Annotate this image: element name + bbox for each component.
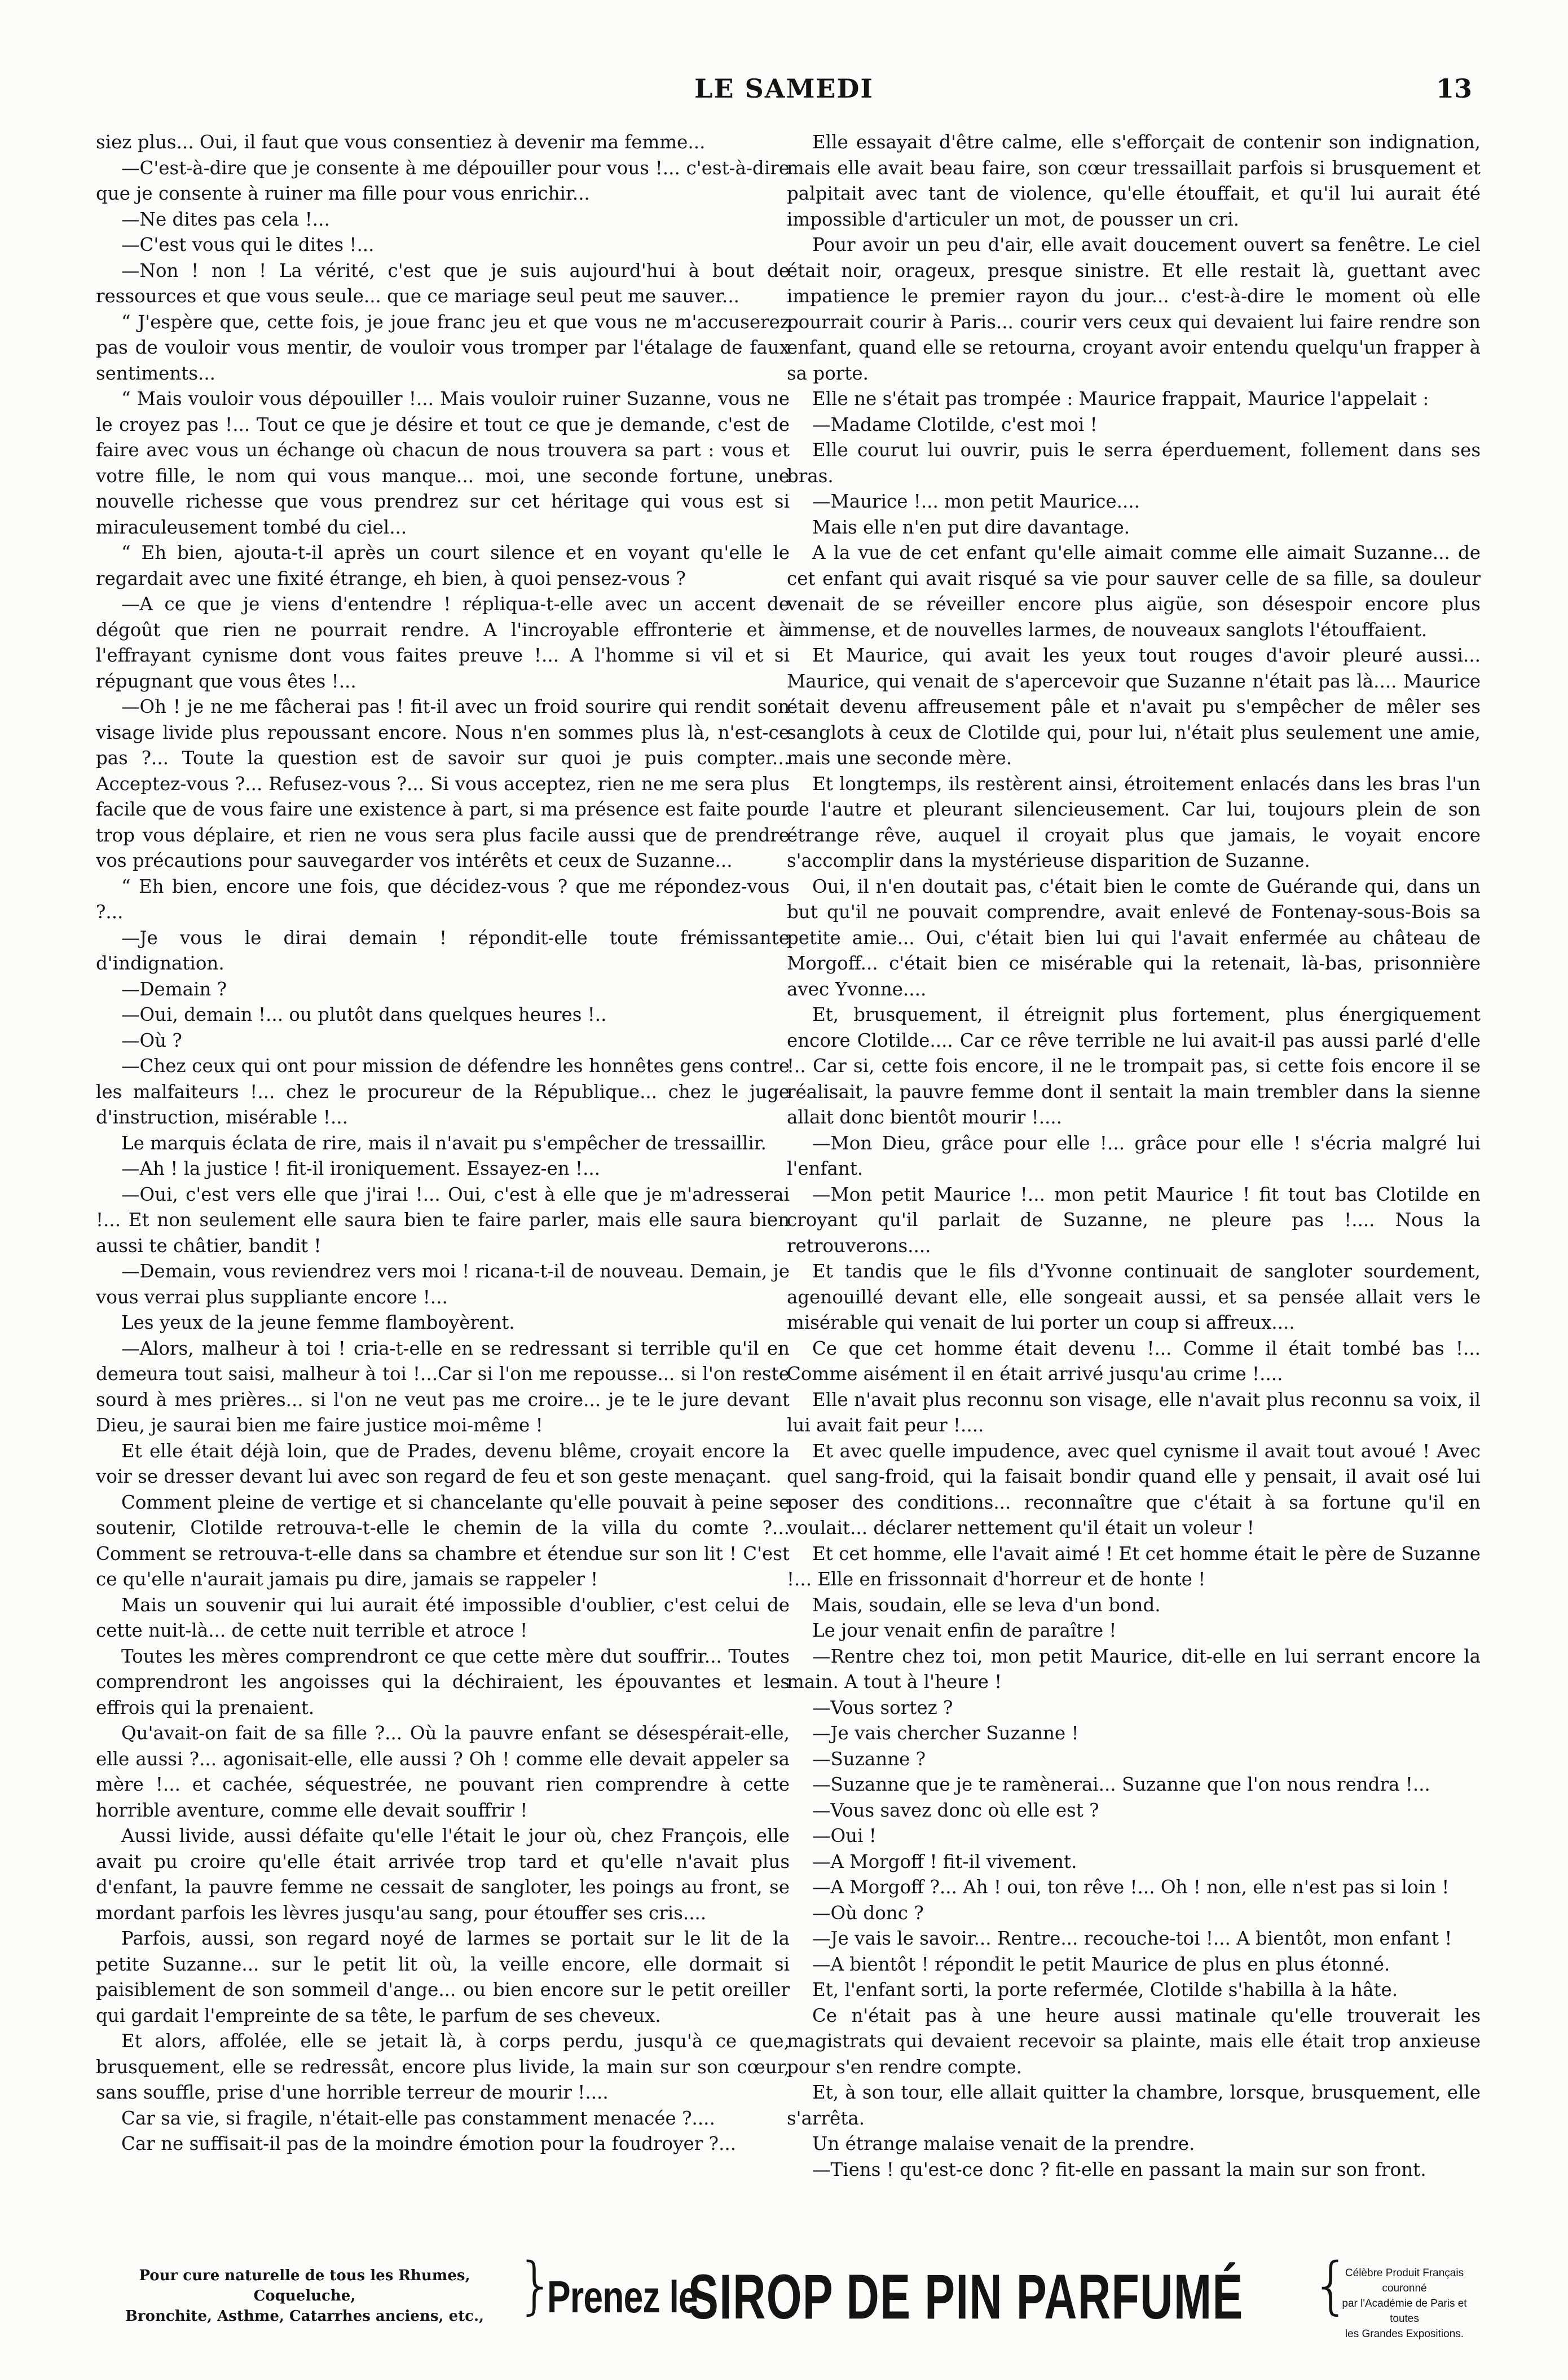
paragraph: —Où donc ? [812, 1902, 924, 1924]
paragraph: —Je vais le savoir... Rentre... recouche-toi !... A bientôt, mon enfant ! [812, 1928, 1452, 1949]
paragraph: —A bientôt ! répondit le petit Maurice de plus en plus étonné. [812, 1953, 1390, 1975]
paragraph: —Je vous le dirai demain ! répondit-elle toute frémissante d'indignation. [96, 927, 790, 974]
newspaper-title: LE SAMEDI [694, 73, 874, 104]
paragraph: Car sa vie, si fragile, n'était-elle pas constamment menacée ?.... [121, 2107, 715, 2129]
paragraph: Mais elle n'en put dire davantage. [812, 516, 1130, 538]
ad-left-description [96, 2266, 513, 2326]
paragraph: —C'est vous qui le dites !... [121, 234, 375, 255]
paragraph: Et avec quelle impudence, avec quel cynisme il avait tout avoué ! Avec quel sang-froid, qui la faisait bondir quand elle y pensait, il avait osé lui poser des conditions... reconnaître que c'était à sa fortune qu'il en voulait... déclarer nettement qu'il était un voleur ! [787, 1440, 1481, 1539]
paragraph: —Chez ceux qui ont pour mission de défendre les honnêtes gens contre les malfaiteurs !... chez le procureur de la République... chez le juge d'instruction, misérable !... [96, 1055, 790, 1128]
paragraph: Comment pleine de vertige et si chancelante qu'elle pouvait à peine se soutenir, Clotilde retrouva-t-elle le chemin de la villa du comte ?... Comment se retrouva-t-elle dans sa chambre et étendue sur son lit ! C'est ce qu'elle n'aurait jamais pu dire, jamais se rappeler ! [96, 1491, 790, 1590]
paragraph: Et tandis que le fils d'Yvonne continuait de sangloter sourdement, agenouillé devant elle, elle songeait aussi, et sa pensée allait vers le misérable qui venait de lui porter un coup si affreux.... [787, 1260, 1481, 1333]
paragraph: —Non ! non ! La vérité, c'est que je suis aujourd'hui à bout de ressources et que vous seule... que ce mariage seul peut me sauver... [96, 259, 790, 307]
paragraph: —Suzanne que je te ramènerai... Suzanne que l'on nous rendra !... [812, 1774, 1430, 1795]
paragraph: Et elle était déjà loin, que de Prades, devenu blême, croyait encore la voir se dresser devant lui avec son regard de feu et son geste menaçant. [96, 1440, 790, 1487]
paragraph: Et cet homme, elle l'avait aimé ! Et cet homme était le père de Suzanne !... Elle en frissonnait d'horreur et de honte ! [787, 1542, 1481, 1590]
paragraph: Oui, il n'en doutait pas, c'était bien le comte de Guérande qui, dans un but qu'il ne pouvait comprendre, avait enlevé de Fontenay-sous-Bois sa petite amie... Oui, c'était bien lui qui l'avait enfermée au château de Morgoff... c'était bien ce misérable qui la retenait, là-bas, prisonnière avec Yvonne.... [787, 875, 1481, 1000]
paragraph: “ Mais vouloir vous dépouiller !... Mais vouloir ruiner Suzanne, vous ne le croyez pas !... Tout ce que je désire et tout ce que je demande, c'est de faire avec vous un échange où chacun de nous trouvera sa part : vous et votre fille, le nom qui vous manque... moi, une seconde fortune, une nouvelle richesse que vous prendrez sur cet héritage qui vous est si miraculeusement tombé du ciel... [96, 388, 790, 538]
paragraph: —Je vais chercher Suzanne ! [812, 1722, 1079, 1744]
paragraph: Et, à son tour, elle allait quitter la chambre, lorsque, brusquement, elle s'arrêta. [787, 2082, 1481, 2129]
paragraph: Aussi livide, aussi défaite qu'elle l'était le jour où, chez François, elle avait pu croire qu'elle était arrivée trop tard et qu'elle n'avait plus d'enfant, la pauvre femme ne cessait de sangloter, les poings au front, se mordant parfois les lèvres jusqu'au sang, pour étouffer ses cris.... [96, 1825, 790, 1924]
paragraph: —Mon Dieu, grâce pour elle !... grâce pour elle ! s'écria malgré lui l'enfant. [787, 1132, 1481, 1179]
ad-brace-right: { [1311, 2249, 1351, 2321]
paragraph: Mais un souvenir qui lui aurait été impossible d'oublier, c'est celui de cette nuit-là... de cette nuit terrible et atroce ! [96, 1594, 790, 1641]
paragraph: —A Morgoff ! fit-il vivement. [812, 1850, 1077, 1872]
ad-right-line: les Grandes Expositions. [1345, 2328, 1464, 2340]
paragraph: Pour avoir un peu d'air, elle avait doucement ouvert sa fenêtre. Le ciel était noir, orageux, presque sinistre. Et elle restait là, guettant avec impatience le premier rayon du jour... c'est-à-dire le moment où elle pourrait courir à Paris... courir vers ceux qui devaient lui faire rendre son enfant, quand elle se retourna, croyant avoir entendu quelqu'un frapper à sa porte. [787, 234, 1481, 384]
page-header [96, 73, 1472, 113]
ad-left-line: Bronchite, Asthme, Catarrhes anciens, etc., [125, 2308, 485, 2325]
paragraph: Ce que cet homme était devenu !... Comme il était tombé bas !... Comme aisément il en était arrivé jusqu'au crime !.... [787, 1337, 1481, 1385]
paragraph: Elle ne s'était pas trompée : Maurice frappait, Maurice l'appelait : [812, 388, 1429, 409]
ad-left-line: Pour cure naturelle de tous les Rhumes, Coqueluche, [139, 2267, 470, 2304]
paragraph: Et Maurice, qui avait les yeux tout rouges d'avoir pleuré aussi... Maurice, qui venait de s'apercevoir que Suzanne n'était pas là.... Maurice était devenu affreusement pâle et n'avait pu s'empêcher de mêler ses sanglots à ceux de Clotilde qui, pour lui, n'était plus seulement une amie, mais une seconde mère. [787, 645, 1481, 769]
paragraph: Elle n'avait plus reconnu son visage, elle n'avait plus reconnu sa voix, il lui avait fait peur !.... [787, 1389, 1481, 1436]
paragraph: “ Eh bien, ajouta-t-il après un court silence et en voyant qu'elle le regardait avec une fixité étrange, eh bien, à quoi pensez-vous ? [96, 542, 790, 589]
paragraph: Et, l'enfant sorti, la porte refermée, Clotilde s'habilla à la hâte. [812, 1979, 1398, 2000]
paragraph: Et longtemps, ils restèrent ainsi, étroitement enlacés dans les bras l'un de l'autre et pleurant silencieusement. Car lui, toujours plein de son étrange rêve, auquel il croyait plus que jamais, le voyait encore s'accomplir dans la mystérieuse disparition de Suzanne. [787, 773, 1481, 871]
paragraph: Le marquis éclata de rire, mais il n'avait pu s'empêcher de tressaillir. [121, 1132, 767, 1154]
paragraph: Parfois, aussi, son regard noyé de larmes se portait sur le lit de la petite Suzanne... sur le petit lit où, la veille encore, elle dormait si paisiblement de son sommeil d'ange... ou bien encore sur le petit oreiller qui gardait l'empreinte de sa tête, le parfum de ses cheveux. [96, 1928, 790, 2026]
right-text-column [787, 130, 1481, 2242]
ad-right-line: par l'Académie de Paris et toutes [1342, 2298, 1467, 2325]
paragraph: —Où ? [121, 1029, 182, 1051]
paragraph: Un étrange malaise venait de la prendre. [812, 2133, 1195, 2154]
paragraph: —Tiens ! qu'est-ce donc ? fit-elle en passant la main sur son front. [812, 2158, 1426, 2180]
paragraph: —Vous sortez ? [812, 1696, 953, 1718]
paragraph: —Oui ! [812, 1825, 877, 1846]
paragraph: A la vue de cet enfant qu'elle aimait comme elle aimait Suzanne... de cet enfant qui avait risqué sa vie pour sauver celle de sa fille, sa douleur venait de se réveiller encore plus aigüe, son désespoir encore plus immense, et de nouvelles larmes, de nouveaux sanglots l'étouffaient. [787, 542, 1481, 641]
ad-prenez-text: Prenez le [547, 2272, 698, 2322]
paragraph: —A Morgoff ?... Ah ! oui, ton rêve !... Oh ! non, elle n'est pas si loin ! [812, 1876, 1450, 1898]
advertisement-banner [96, 2249, 1472, 2340]
paragraph: —Demain ? [121, 978, 227, 1000]
paragraph: —Vous savez donc où elle est ? [812, 1799, 1099, 1821]
paragraph: Mais, soudain, elle se leva d'un bond. [812, 1594, 1161, 1616]
left-text-column [96, 130, 790, 2242]
paragraph: Les yeux de la jeune femme flamboyèrent. [121, 1312, 515, 1333]
ad-brace-left: } [516, 2249, 556, 2321]
paragraph: Et, brusquement, il étreignit plus fortement, plus énergiquement encore Clotilde.... Car ce rêve terrible ne lui avait-il pas aussi parlé d'elle !.. Car si, cette fois encore, il ne le trompait pas, si cette fois encore il se réalisait, la pauvre femme dont il sentait la main trembler dans la sienne allait donc bientôt mourir !.... [787, 1004, 1481, 1128]
paragraph: —Ah ! la justice ! fit-il ironiquement. Essayez-en !... [121, 1158, 601, 1179]
paragraph: siez plus... Oui, il faut que vous consentiez à devenir ma femme... [96, 131, 706, 153]
paragraph: “ J'espère que, cette fois, je joue franc jeu et que vous ne m'accuserez pas de vouloir vous mentir, de vouloir vous tromper par l'étalage de faux sentiments... [96, 311, 790, 384]
paragraph: Ce n'était pas à une heure aussi matinale qu'elle trouverait les magistrats qui devaient recevoir sa plainte, mais elle était trop anxieuse pour s'en rendre compte. [787, 2004, 1481, 2078]
paragraph: Elle courut lui ouvrir, puis le serra éperduement, follement dans ses bras. [787, 439, 1481, 487]
paragraph: —Oui, demain !... ou plutôt dans quelques heures !.. [121, 1004, 607, 1025]
paragraph: —Ne dites pas cela !... [121, 208, 330, 230]
paragraph: —Demain, vous reviendrez vers moi ! ricana-t-il de nouveau. Demain, je vous verrai plus suppliante encore !... [96, 1260, 790, 1308]
paragraph: —C'est-à-dire que je consente à me dépouiller pour vous !... c'est-à-dire que je consente à ruiner ma fille pour vous enrichir... [96, 157, 790, 204]
paragraph: “ Eh bien, encore une fois, que décidez-vous ? que me répondez-vous ?... [96, 875, 790, 923]
paragraph: Et alors, affolée, elle se jetait là, à corps perdu, jusqu'à ce que, brusquement, elle se redressât, encore plus livide, la main sur son cœur, sans souffle, prise d'une horrible terreur de mourir !.... [96, 2030, 790, 2103]
page-number: 13 [1435, 73, 1472, 104]
ad-product-name: SIROP DE PIN PARFUMÉ [688, 2262, 1244, 2332]
paragraph: —Alors, malheur à toi ! cria-t-elle en se redressant si terrible qu'il en demeura tout saisi, malheur à toi !...Car si l'on me repousse... si l'on reste sourd à mes prières... si l'on ne veut pas me croire... je te le jure devant Dieu, je saurai bien me faire justice moi-même ! [96, 1337, 790, 1436]
paragraph: Car ne suffisait-il pas de la moindre émotion pour la foudroyer ?... [121, 2133, 737, 2154]
paragraph: —A ce que je viens d'entendre ! répliqua-t-elle avec un accent de dégoût que rien ne pourrait rendre. A l'incroyable effronterie et à l'effrayant cynisme dont vous faites preuve !... A l'homme si vil et si répugnant que vous êtes !... [96, 593, 790, 692]
paragraph: —Madame Clotilde, c'est moi ! [812, 413, 1098, 435]
paragraph: —Maurice !... mon petit Maurice.... [812, 491, 1140, 512]
paragraph: Elle essayait d'être calme, elle s'efforçait de contenir son indignation, mais elle avait beau faire, son cœur tressaillait parfois si brusquement et palpitait avec tant de violence, qu'elle étouffait, et qu'il lui aurait été impossible d'articuler un mot, de pousser un cri. [787, 131, 1481, 230]
paragraph: —Suzanne ? [812, 1748, 926, 1770]
ad-right-line: Célèbre Produit Français couronné [1345, 2267, 1464, 2294]
paragraph: Toutes les mères comprendront ce que cette mère dut souffrir... Toutes comprendront les angoisses qui la déchiraient, les épouvantes et les effrois qui la prenaient. [96, 1645, 790, 1718]
ad-right-description [1337, 2266, 1472, 2342]
paragraph: Qu'avait-on fait de sa fille ?... Où la pauvre enfant se désespérait-elle, elle aussi ?... agonisait-elle, elle aussi ? Oh ! comme elle devait appeler sa mère !... et cachée, séquestrée, ne pouvant rien comprendre à cette horrible aventure, comme elle devait souffrir ! [96, 1722, 790, 1821]
paragraph: —Oui, c'est vers elle que j'irai !... Oui, c'est à elle que je m'adresserai !... Et non seulement elle saura bien te faire parler, mais elle saura bien aussi te châtier, bandit ! [96, 1183, 790, 1257]
paragraph: —Rentre chez toi, mon petit Maurice, dit-elle en lui serrant encore la main. A tout à l'heure ! [787, 1645, 1481, 1693]
paragraph: —Oh ! je ne me fâcherai pas ! fit-il avec un froid sourire qui rendit son visage livide plus repoussant encore. Nous n'en sommes plus là, n'est-ce pas ?... Toute la question est de savoir sur quoi je puis compter... Acceptez-vous ?... Refusez-vous ?... Si vous acceptez, rien ne me sera plus facile que de vous faire une existence à part, si ma présence est faite pour trop vous déplaire, et rien ne vous sera plus facile aussi que de prendre vos précautions pour sauvegarder vos intérêts et ceux de Suzanne... [96, 696, 790, 871]
paragraph: Le jour venait enfin de paraître ! [812, 1620, 1117, 1641]
paragraph: —Mon petit Maurice !... mon petit Maurice ! fit tout bas Clotilde en croyant qu'il parlait de Suzanne, ne pleure pas !.... Nous la retrouverons.... [787, 1183, 1481, 1257]
